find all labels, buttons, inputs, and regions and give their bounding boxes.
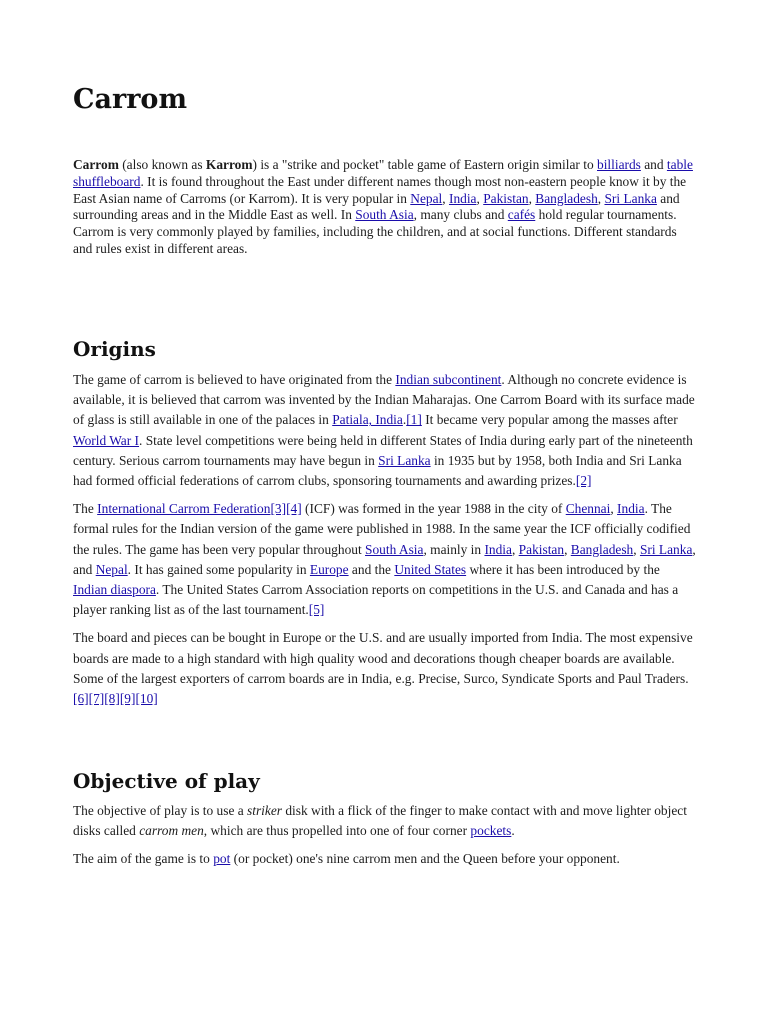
text: , xyxy=(633,541,640,557)
link-south-asia[interactable]: South Asia xyxy=(365,541,424,557)
text: . Although no concrete evidence is available, it is believed that carrom was invented by the Indian Maharajas. One Carrom Board with its surface made of glass is still available in one of the palaces in xyxy=(73,372,695,428)
link-india[interactable]: India xyxy=(484,541,512,557)
section-heading-origins: Origins xyxy=(73,337,156,361)
origins-paragraph-3 xyxy=(73,628,697,709)
italic-term: striker xyxy=(247,803,282,818)
text: . State level competitions were being held in different States of India during early part of the nineteenth century. Serious carrom tournaments may have begun in xyxy=(73,432,693,468)
link-cafes[interactable]: cafés xyxy=(507,207,536,223)
citation-6-10[interactable]: [6][7][8][9][10] xyxy=(73,691,158,707)
link-international-carrom-federation[interactable]: International Carrom Federation xyxy=(97,501,271,517)
text: and xyxy=(640,157,667,172)
text: (also known as xyxy=(118,157,206,172)
text: The board and pieces can be bought in Europe or the U.S. and are usually imported from India. The most expensive boards are made to a high standard with high quality wood and decorations though cheaper boards are available. Some of the largest exporters of carrom boards are in India, e.g. Precise, Surco, Syndicate Sports and Paul Traders. xyxy=(73,630,693,686)
text: (or pocket) one's nine carrom men and the Queen before your opponent. xyxy=(230,851,620,867)
text: It became very popular among the masses after xyxy=(421,412,678,428)
italic-term: carrom men xyxy=(139,823,204,839)
link-south-asia[interactable]: South Asia xyxy=(355,207,414,223)
text: , and xyxy=(73,541,696,577)
link-pakistan[interactable]: Pakistan xyxy=(483,190,529,206)
link-indian-diaspora[interactable]: Indian diaspora xyxy=(73,582,156,598)
origins-paragraph-1 xyxy=(73,370,697,491)
link-patiala-india[interactable]: Patiala, India xyxy=(332,412,403,428)
link-world-war-i[interactable]: World War I xyxy=(73,432,140,448)
link-sri-lanka[interactable]: Sri Lanka xyxy=(378,452,431,468)
text: . xyxy=(402,412,407,428)
text: , mainly in xyxy=(423,541,485,557)
page-title: Carrom xyxy=(73,84,188,115)
text: ) is a "strike and pocket" table game of Eastern origin similar to xyxy=(252,157,597,172)
link-europe[interactable]: Europe xyxy=(309,561,349,577)
link-billiards[interactable]: billiards xyxy=(597,157,641,172)
text: hold regular tournaments. Carrom is very commonly played by families, including the children, and at social functions. Different standards and rules exist in different areas. xyxy=(73,207,677,256)
text: and surrounding areas and in the Middle East as well. In xyxy=(73,190,680,223)
link-united-states[interactable]: United States xyxy=(394,561,467,577)
objective-paragraph-1 xyxy=(73,801,697,841)
link-bangladesh[interactable]: Bangladesh xyxy=(570,541,634,557)
text: where it has been introduced by the xyxy=(466,561,660,577)
link-sri-lanka[interactable]: Sri Lanka xyxy=(639,541,693,557)
link-pot[interactable]: pot xyxy=(213,851,231,867)
text: The xyxy=(73,501,98,517)
link-sri-lanka[interactable]: Sri Lanka xyxy=(604,190,657,206)
bold-term: Carrom xyxy=(73,157,119,172)
bold-term: Karrom xyxy=(205,157,253,172)
objective-paragraph-2 xyxy=(73,849,697,869)
text: , xyxy=(442,190,449,206)
text: , xyxy=(610,501,618,517)
text: , xyxy=(511,541,519,557)
link-chennai[interactable]: Chennai xyxy=(565,501,611,517)
origins-paragraph-2 xyxy=(73,499,697,620)
link-bangladesh[interactable]: Bangladesh xyxy=(535,190,598,206)
text: , xyxy=(597,190,605,206)
text: (ICF) was formed in the year 1988 in the city of xyxy=(301,501,566,517)
link-india[interactable]: India xyxy=(617,501,645,517)
section-objective-of-play xyxy=(73,769,697,870)
link-table-shuffleboard[interactable]: table shuffleboard xyxy=(73,157,693,189)
text: , xyxy=(528,190,536,206)
text: . The United States Carrom Association reports on competitions in the U.S. and Canada and has a player ranking list as of the last tournament. xyxy=(73,582,679,618)
link-pakistan[interactable]: Pakistan xyxy=(518,541,565,557)
text: disk with a flick of the finger to make contact with and move lighter object disks called xyxy=(73,803,687,839)
link-nepal[interactable]: Nepal xyxy=(95,561,128,577)
section-origins xyxy=(73,337,697,709)
text: , xyxy=(476,190,484,206)
text: . xyxy=(511,823,515,839)
link-india[interactable]: India xyxy=(448,190,477,206)
link-pockets[interactable]: pockets xyxy=(470,823,512,839)
text: . It is found throughout the East under different names though most non-eastern people know it by the East Asian name of Carroms (or Karrom). It is very popular in xyxy=(73,173,687,206)
text: and the xyxy=(348,561,395,577)
text: , xyxy=(564,541,571,557)
text: . The formal rules for the Indian version of the game were published in 1988. In the same year the ICF officially codified the rules. The game has been very popular throughout xyxy=(73,501,691,557)
citation-3-4[interactable]: [3][4] xyxy=(270,501,302,517)
text: The objective of play is to use a xyxy=(73,803,248,818)
text: , which are thus propelled into one of four corner xyxy=(203,823,471,839)
link-nepal[interactable]: Nepal xyxy=(410,190,443,206)
citation-2[interactable]: [2] xyxy=(575,473,592,489)
text: The game of carrom is believed to have originated from the xyxy=(73,372,396,387)
intro-paragraph xyxy=(73,157,697,258)
text: in 1935 but by 1958, both India and Sri Lanka had formed official federations of carrom clubs, sponsoring tournaments and awarding prizes. xyxy=(73,452,682,489)
citation-5[interactable]: [5] xyxy=(308,602,325,618)
section-heading-objective: Objective of play xyxy=(73,769,260,793)
text: , many clubs and xyxy=(413,207,508,223)
text: The aim of the game is to xyxy=(73,851,214,867)
link-indian-subcontinent[interactable]: Indian subcontinent xyxy=(395,372,502,387)
text: . It has gained some popularity in xyxy=(127,561,310,577)
citation-1[interactable]: [1] xyxy=(406,412,422,428)
